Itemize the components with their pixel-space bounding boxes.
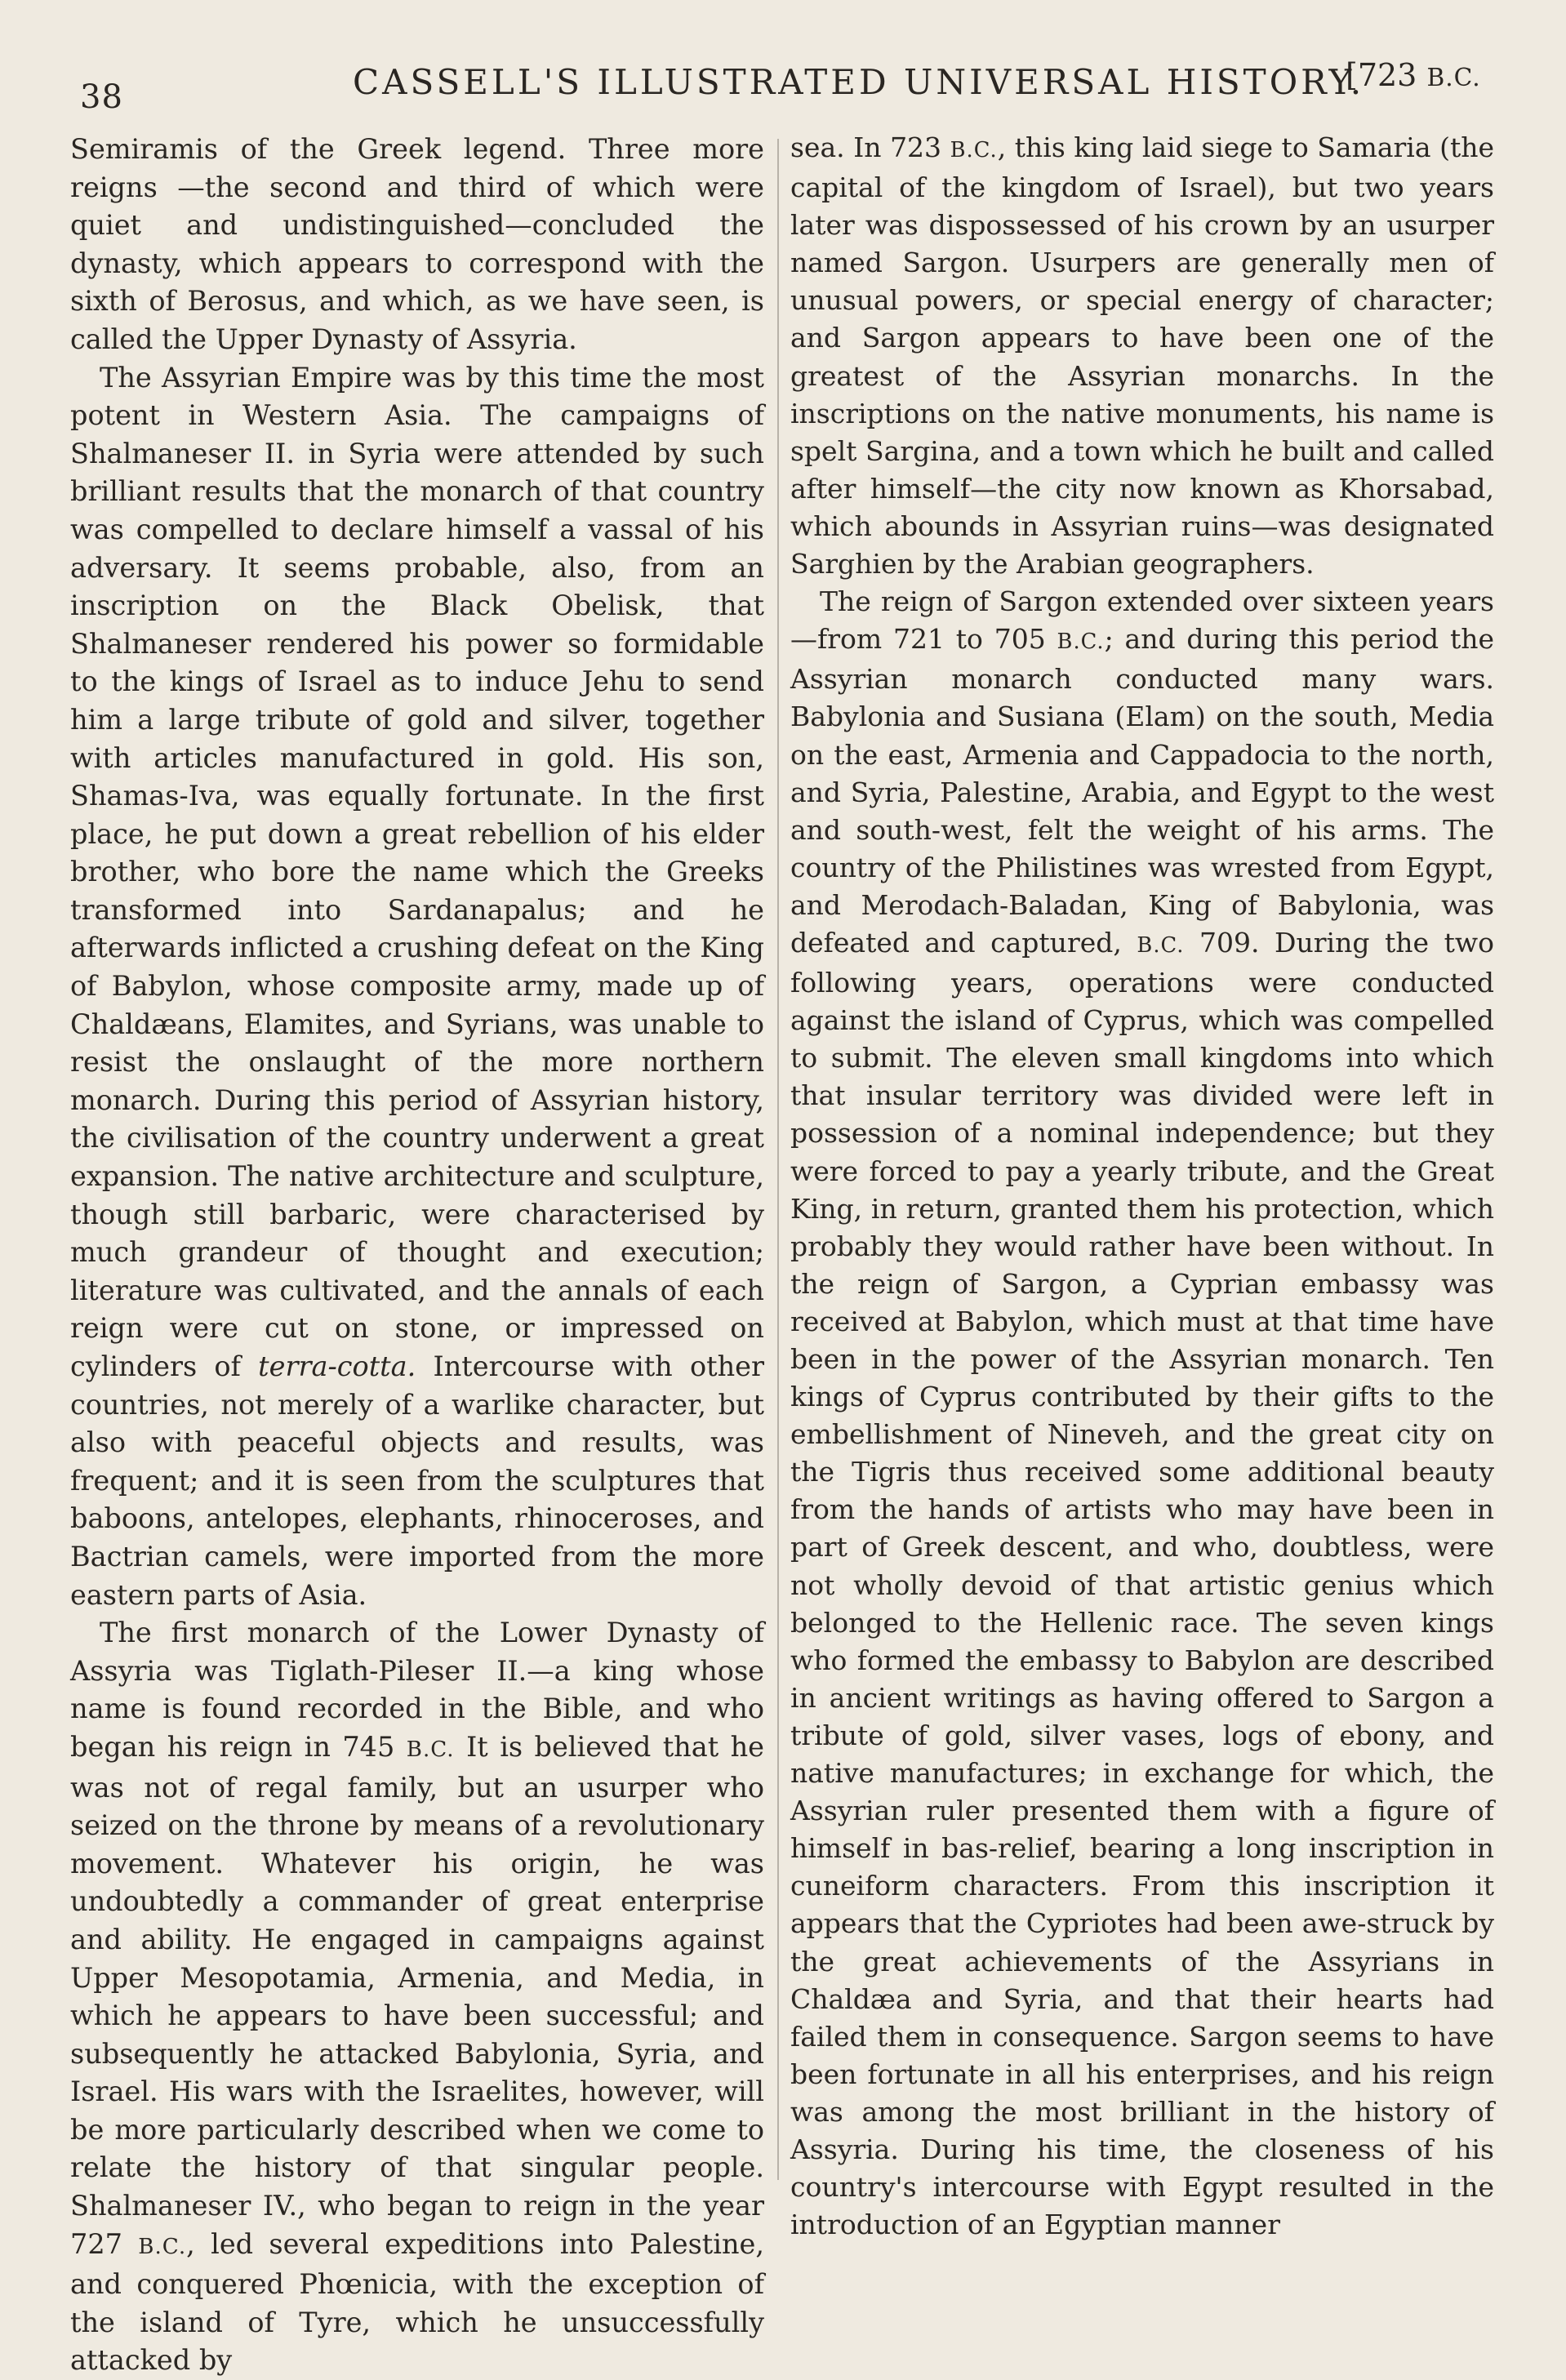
era-abbrev: B.C. [138,2234,187,2259]
italic-term: terra-cotta. [258,1350,416,1382]
paragraph [790,583,1494,2244]
paragraph-text: 709. During the two following years, operations were conducted against the island of Cyprus, which was compelled to submit. The eleven small kingdoms into which that insular territory was divided were left in possession of a nominal independence; but they were forced to pay a yearly tribute, and the Great King, in return, granted them his protection, which probably they would rather have been without. In the reign of Sargon, a Cyprian embassy was received at Babylon, which must at that time have been in the power of the Assyrian monarch. Ten kings of Cyprus contributed by their gifts to the embellishment of Nineveh, and the great city on the Tigris thus received some additional beauty from the hands of artists who may have been in part of Greek descent, and who, doubtless, were not wholly devoid of that artistic genius which belonged to the Hellenic race. The seven kings who formed the embassy to Babylon are described in ancient writings as having offered to Sargon a tribute of gold, silver vases, logs of ebony, and native manufactures; in exchange for which, the Assyrian ruler presented them with a figure of himself in bas-relief, bearing a long inscription in cuneiform characters. From this inscription it appears that the Cypriotes had been awe-struck by the great achievements of the Assyrians in Chaldæa and Syria, and that their hearts had failed them in consequence. Sargon seems to have been fortunate in all his enterprises, and his reign was among the most brilliant in the history of Assyria. During his time, the closeness of his country's intercourse with Egypt resulted in the introduction of an Egyptian manner [790,926,1494,2241]
paragraph-text: , this king laid siege to Samaria (the capital of the kingdom of Israel), but two years later was dispossessed of his crown by an usurper named Sargon. Usurpers are generally men of unusual powers, or special energy of character; and Sargon appears to have been one of the greatest of the Assyrian monarchs. In the inscriptions on the native monuments, his name is spelt Sargina, and a town which he built and called after himself—the city now known as Khorsabad, which abounds in Assyrian ruins—was designated Sarghien by the Arabian geographers. [790,131,1495,581]
date-tag [1346,57,1481,93]
running-title: CASSELL'S ILLUSTRATED UNIVERSAL HISTORY. [353,62,1365,102]
paragraph-text: The first monarch of the Lower Dynasty of Assyria was Tiglath-Pileser II.—a king whose name is found recorded in the Bible, and who began his reign in 745 [70,1617,764,1763]
page-header [0,57,1566,122]
era-abbrev: B.C. [950,138,998,162]
paragraph-text: sea. In 723 [790,131,950,163]
date-suffix: B.C. [1426,63,1481,91]
paragraph [70,1614,764,2380]
paragraph-text: The reign of Sargon extended over sixteen years —from 721 to 705 [790,585,1494,656]
left-column [70,131,764,2380]
paragraph [70,359,764,1615]
paragraph [790,129,1494,583]
date-prefix: [723 [1346,57,1427,93]
paragraph-text: Intercourse with other countries, not merely of a warlike character, but also with peaceful objects and results, was frequent; and it is seen from the sculptures that baboons, antelopes, elephants, rhinoceroses, and Bactrian camels, were imported from the more eastern parts of Asia. [70,1350,764,1611]
era-abbrev: B.C. [1137,932,1185,958]
era-abbrev: B.C. [1057,629,1105,655]
paragraph-text: ; and during this period the Assyrian monarch conducted many wars. Babylonia and Susiana (Elam) on the south, Media on the east, Armenia and Cappadocia to the north, and Syria, Palestine, Arabia, and Egypt to the west and south-west, felt the weight of his arms. The country of the Philistines was wrested from Egypt, and Merodach-Baladan, King of Babylonia, was defeated and captured, [790,623,1494,959]
column-divider [777,139,779,2180]
paragraph-text: The Assyrian Empire was by this time the most potent in Western Asia. The campaigns of Shalmaneser II. in Syria were attended by such brilliant results that the monarch of that country was compelled to declare himself a vassal of his adversary. It seems probable, also, from an inscription on the Black Obelisk, that Shalmaneser rendered his power so formidable to the kings of Israel as to induce Jehu to send him a large tribute of gold and silver, together with articles manufactured in gold. His son, Shamas-Iva, was equally fortunate. In the first place, he put down a great rebellion of his elder brother, who bore the name which the Greeks transformed into Sardanapalus; and he afterwards inflicted a crushing defeat on the King of Babylon, whose composite army, made up of Chaldæans, Elamites, and Syrians, was unable to resist the onslaught of the more northern monarch. During this period of Assyrian history, the civilisation of the country underwent a great expansion. The native architecture and sculpture, though still barbaric, were characterised by much grandeur of thought and execution; literature was cultivated, and the annals of each reign were cut on stone, or impressed on cylinders of [70,361,764,1382]
paragraph: Semiramis of the Greek legend. Three more reigns —the second and third of which were quiet and undistinguished—concluded the dynasty, which appears to correspond with the sixth of Berosus, and which, as we have seen, is called the Upper Dynasty of Assyria. [70,133,764,355]
right-column [790,129,1494,2244]
paragraph-text: It is believed that he was not of regal family, but an usurper who seized on the throne by means of a revolutionary movement. Whatever his origin, he was undoubtedly a commander of great enterprise and ability. He engaged in campaigns against Upper Mesopotamia, Armenia, and Media, in which he appears to have been successful; and subsequently he attacked Babylonia, Syria, and Israel. His wars with the Israelites, however, will be more particularly described when we come to relate the history of that singular people. Shalmaneser IV., who began to reign in the year 727 [70,1730,765,2260]
paragraph-text: , led several expeditions into Palestine, and conquered Phœnicia, with the exception of the island of Tyre, which he unsuccessfully attacked by [70,2227,764,2377]
era-abbrev: B.C. [406,1737,455,1762]
page-number: 38 [80,78,123,116]
